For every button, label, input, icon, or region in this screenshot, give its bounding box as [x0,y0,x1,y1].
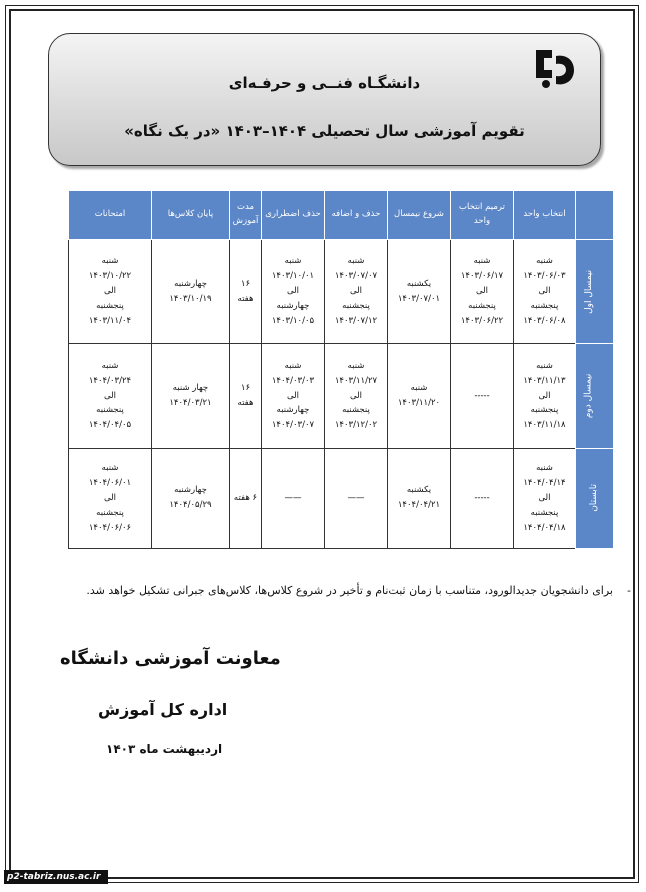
cell-line: ۱۴۰۳/۰۷/۰۱ [397,293,441,304]
cell-line: ----- [474,492,490,503]
note-text: برای دانشجویان جدیدالورود، متناسب با زمان ثبت‌نام و تأخیر در شروع کلاس‌ها، کلاس‌های جبرانی تشکیل خواهد شد. [86,584,613,597]
cell-line: چهار شنبه [172,383,209,394]
cell-line: هفته [237,397,254,408]
cell-line: ۱۴۰۳/۱۰/۰۱ [271,271,315,282]
cell-line: پنجشنبه [530,405,559,416]
cell-line: الی [286,286,300,297]
cell-line: ۱۴۰۴/۰۴/۱۸ [523,522,566,533]
calendar-title: تقویم آموزشی سال تحصیلی ۱۴۰۴–۱۴۰۳ «در یک نگاه» [124,122,525,140]
cell-line: هفته [237,293,254,304]
cell-line: یکشنبه [406,485,432,496]
cell-line: ۱۴۰۴/۰۳/۰۷ [271,420,315,431]
cell-line: ۱۴۰۳/۱۱/۱۸ [523,420,566,431]
cell-line: ۱۴۰۳/۰۶/۰۳ [523,271,566,282]
cell-line: ۱۴۰۴/۰۶/۰۶ [88,522,132,533]
table-cell [388,448,451,548]
cell-line: ۱۴۰۳/۱۰/۰۵ [271,315,315,326]
table-cell [388,344,451,448]
note-bullet: - [627,584,631,597]
table-cell [69,448,152,548]
table-cell [514,344,576,448]
cell-line: شنبه [536,360,553,371]
cell-line: پنجشنبه [96,301,124,312]
cell-line: شنبه [284,256,302,267]
cell-line: شنبه [473,256,491,267]
header-corner [576,191,614,240]
term-label-cell [576,344,614,448]
cell-line: ۱۴۰۴/۰۳/۲۱ [169,397,212,408]
cell-line: ۱۴۰۴/۰۴/۲۱ [397,500,441,511]
cell-line: ۱۴۰۳/۱۱/۰۴ [88,315,132,326]
table-cell [262,448,325,548]
cell-line: شنبه [101,463,119,474]
cell-line: الی [475,286,489,297]
column-header: حذف و اضافه [325,191,388,240]
cell-line: الی [538,390,551,401]
column-header: شروع نیمسال [388,191,451,240]
column-header: پایان کلاس‌ها [152,191,230,240]
cell-line: ۱۴۰۳/۱۰/۲۲ [88,271,132,282]
cell-line: ----- [474,390,490,401]
cell-line: ۱۴۰۳/۰۶/۲۲ [460,315,504,326]
cell-line: ۱۴۰۴/۰۳/۰۳ [271,375,315,386]
term-label-cell [576,240,614,344]
cell-line: شنبه [101,256,119,267]
cell-line: ۱۴۰۳/۰۶/۰۸ [523,315,566,326]
table-cell [152,240,230,344]
cell-line: پنجشنبه [96,507,124,518]
column-header: امتحانات [69,191,152,240]
table-cell [152,344,230,448]
cell-line: ۱۴۰۳/۰۷/۱۲ [334,315,378,326]
academic-calendar-table [68,190,614,549]
cell-line: ۱۴۰۳/۱۱/۲۰ [397,397,441,408]
table-row [69,448,614,548]
cell-line: ۱۴۰۴/۰۶/۰۱ [88,478,132,489]
cell-line: —— [347,492,365,503]
cell-line: ۱۴۰۳/۱۱/۱۳ [523,375,566,386]
table-cell [451,344,514,448]
cell-line: چهارشنبه [174,278,207,289]
table-cell [325,344,388,448]
table-cell [262,240,325,344]
column-header: حذف اضطراری [262,191,325,240]
cell-line: الی [103,390,117,401]
cell-line: ۱۴۰۴/۰۴/۱۴ [523,478,566,489]
watermark-url: p2-tabriz.nus.ac.ir [4,870,108,884]
cell-line: شنبه [101,360,119,371]
cell-line: ۱۴۰۳/۱۰/۱۹ [169,293,212,304]
table-cell [325,448,388,548]
cell-line: پنجشنبه [468,301,496,312]
cell-line: شنبه [347,360,365,371]
table-header-row [69,191,614,240]
table-cell [69,344,152,448]
cell-line: یکشنبه [406,278,432,289]
table-cell [230,344,262,448]
table-row [69,240,614,344]
term-label: نیمسال اول [584,269,595,314]
cell-line: پنجشنبه [530,301,559,312]
cell-line: ۱۴۰۳/۱۲/۰۲ [334,420,378,431]
signature-office: اداره کل آموزش [98,700,228,719]
cell-line: الی [103,286,117,297]
cell-line: شنبه [536,256,553,267]
column-header: انتخاب واحد [514,191,576,240]
cell-line: پنجشنبه [530,507,559,518]
column-header: مدت آموزش [230,191,262,240]
cell-line: الی [286,390,300,401]
table-cell [514,240,576,344]
table-cell [152,448,230,548]
cell-line: شنبه [347,256,365,267]
table-cell [451,448,514,548]
table-cell [325,240,388,344]
table-cell [388,240,451,344]
university-name: دانشگـاه فنــی و حرفـه‌ای [228,74,421,92]
term-label: تابستان [588,484,599,513]
cell-line: پنجشنبه [342,301,370,312]
cell-line: —— [284,492,302,503]
column-header: ترمیم انتخاب واحد [451,191,514,240]
cell-line: ۱۴۰۳/۰۷/۰۷ [334,271,378,282]
cell-line: شنبه [410,383,428,394]
cell-line: ۱۴۰۴/۰۵/۲۹ [169,500,212,511]
table-cell [514,448,576,548]
cell-line: شنبه [536,463,553,474]
cell-line: ۱۴۰۳/۰۶/۱۷ [460,271,504,282]
cell-line: ۱۶ [240,383,251,394]
table-row [69,344,614,448]
term-label-cell [576,448,614,548]
signature-date: اردیبهشت ماه ۱۴۰۳ [106,742,223,756]
cell-line: الی [103,492,117,503]
cell-line: چهارشنبه [276,301,310,312]
cell-line: پنجشنبه [342,405,370,416]
cell-line: الی [538,492,551,503]
cell-line: الی [349,286,363,297]
table-cell [230,448,262,548]
cell-line: شنبه [284,360,302,371]
cell-line: الی [349,390,363,401]
cell-line: ۱۴۰۳/۱۱/۲۷ [334,375,378,386]
cell-line: ۱۴۰۴/۰۳/۲۴ [88,375,132,386]
table-cell [230,240,262,344]
cell-line: پنجشنبه [96,405,124,416]
cell-line: ۱۶ [240,278,251,289]
cell-line: ۱۴۰۴/۰۴/۰۵ [88,420,132,431]
signature-deputy: معاونت آموزشی دانشگاه [60,648,281,669]
table-cell [262,344,325,448]
cell-line: الی [538,286,551,297]
cell-line: ۶ هفته [233,492,258,503]
term-label: نیمسال دوم [583,373,594,419]
table-cell [69,240,152,344]
note-paragraph [68,580,631,602]
cell-line: چهارشنبه [174,485,207,496]
header-banner [48,33,601,166]
cell-line: چهارشنبه [276,405,310,416]
table-cell [451,240,514,344]
